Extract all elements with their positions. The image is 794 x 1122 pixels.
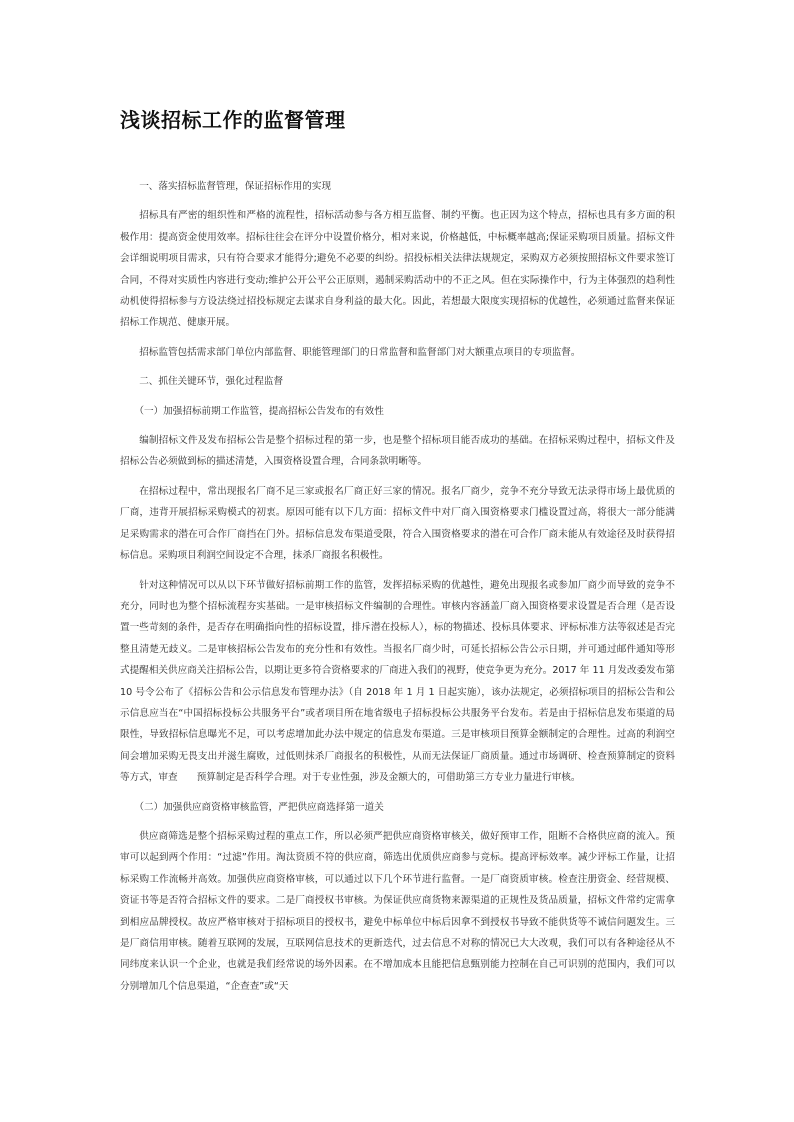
subsection-heading-1: （一）加强招标前期工作监管，提高招标公告发布的有效性 [134, 405, 384, 417]
document-title: 浅谈招标工作的监督管理 [120, 108, 346, 132]
section-heading-1: 一、落实招标监督管理，保证招标作用的实现 [139, 181, 332, 192]
paragraph: 在招标过程中，常出现报名厂商不足三家或报名厂商正好三家的情况。报名厂商少，竞争不充分导致无法录得市场上最优质的厂商，违背开展招标采购模式的初衷。原因可能有以下几方面：招标文件中对厂商入围资格要求门槛设置过高，将很大一部分能满足采购需求的潜在可合作厂商挡在门外。招标信息发布渠道受限，符合入围资格要求的潜在可合作厂商未能从有效途径及时获得招标信息。采购项目利润空间设定不合理，抹杀厂商报名积极性。 [120, 485, 675, 562]
paragraph: 招标监管包括需求部门单位内部监督、职能管理部门的日常监督和监督部门对大额重点项目的专项监督。 [139, 346, 581, 358]
subsection-heading-2: （二）加强供应商资格审核监管，严把供应商选择第一道关 [134, 801, 384, 813]
paragraph: 供应商筛选是整个招标采购过程的重点工作，所以必须严把供应商资格审核关，做好预审工作，阻断不合格供应商的流入。预审可以起到两个作用：“过滤”作用。淘汰资质不符的供应商，筛选出优质供应商参与竞标。提高评标效率。减少评标工作量，让招标采购工作流畅并高效。加强供应商资格审核，可以通过以下几个环节进行监督。一是厂商资质审核。检查注册资金、经营规模、资证书等是否符合招标文件的要求。二是厂商授权书审核。为保证供应商货物来源渠道的正规性及货品质量，招标文件常约定需拿到相应品牌授权。故应严格审核对于招标项目的授权书，避免中标单位中标后因拿不到授权书导致不能供货等不诚信问题发生。三是厂商信用审核。随着互联网的发展，互联网信息技术的更新迭代，过去信息不对称的情况已大大改观，我们可以有各种途径从不同纬度来认识一个企业，也就是我们经常说的场外因素。在不增加成本且能把信息甄别能力控制在自己可识别的范围内，我们可以分别增加几个信息渠道，“企查查”或“天 [120, 830, 675, 992]
section-heading-2: 二、抓住关键环节，强化过程监督 [139, 376, 284, 388]
paragraph: 招标具有严密的组织性和严格的流程性，招标活动参与各方相互监督、制约平衡。也正因为这个特点，招标也具有多方面的积极作用：提高资金使用效率。招标往往会在评分中设置价格分，相对来说，价格越低，中标概率越高;保证采购项目质量。招标文件会详细说明项目需求，只有符合要求才能得分;避免不必要的纠纷。招投标相关法律法规规定，采购双方必须按照招标文件要求签订合同，不得对实质性内容进行变动;维护公开公平公正原则，遏制采购活动中的不正之风。但在实际操作中，行为主体强烈的趋利性动机使得招标参与方设法绕过招投标规定去谋求自身利益的最大化。因此，若想最大限度实现招标的优越性，必须通过监督来保证招标工作规范、健康开展。 [120, 210, 675, 329]
paragraph: 编制招标文件及发布招标公告是整个招标过程的第一步，也是整个招标项目能否成功的基础。在招标采购过程中，招标文件及招标公告必须做到标的描述清楚，入围资格设置合理，合同条款明晰等。 [120, 435, 675, 468]
document-body [120, 176, 675, 1005]
paragraph: 针对这种情况可以从以下环节做好招标前期工作的监管，发挥招标采购的优越性，避免出现报名或参加厂商少而导致的竞争不充分，同时也为整个招标流程夯实基础。一是审核招标文件编制的合理性。审核内容涵盖厂商入围资格要求设置是否合理（是否设置一些苛刻的条件，是否存在明确指向性的招标设置，排斥潜在投标人），标的物描述、投标具体要求、评标标准方法等叙述是否完整且清楚无歧义。二是审核招标公告发布的充分性和有效性。当报名厂商少时，可延长招标公告公示日期，并可通过邮件通知等形式提醒相关供应商关注招标公告，以期让更多符合资格要求的厂商进入我们的视野，使竞争更为充分。2017 年 11 月发改委发布第 10 号令公布了《招标公告和公示信息发布管理办法》（自 2018 年 1 月 1 日起实施），该办法规定，必须招标项目的招标公告和公示信息应当在“中国招标投标公共服务平台”或者项目所在地省级电子招标投标公共服务平台发布。若是由于招标信息发布渠道的局限性，导致招标信息曝光不足，可以考虑增加此办法中规定的信息发布渠道。三是审核项目预算金额制定的合理性。过高的利润空间会增加采购无畏支出并滋生腐败，过低则抹杀厂商报名的积极性，从而无法保证厂商质量。通过市场调研、检查预算制定的资料等方式，审查 预算制定是否科学合理。对于专业性强，涉及金额大的，可借助第三方专业力量进行审核。 [120, 579, 675, 784]
